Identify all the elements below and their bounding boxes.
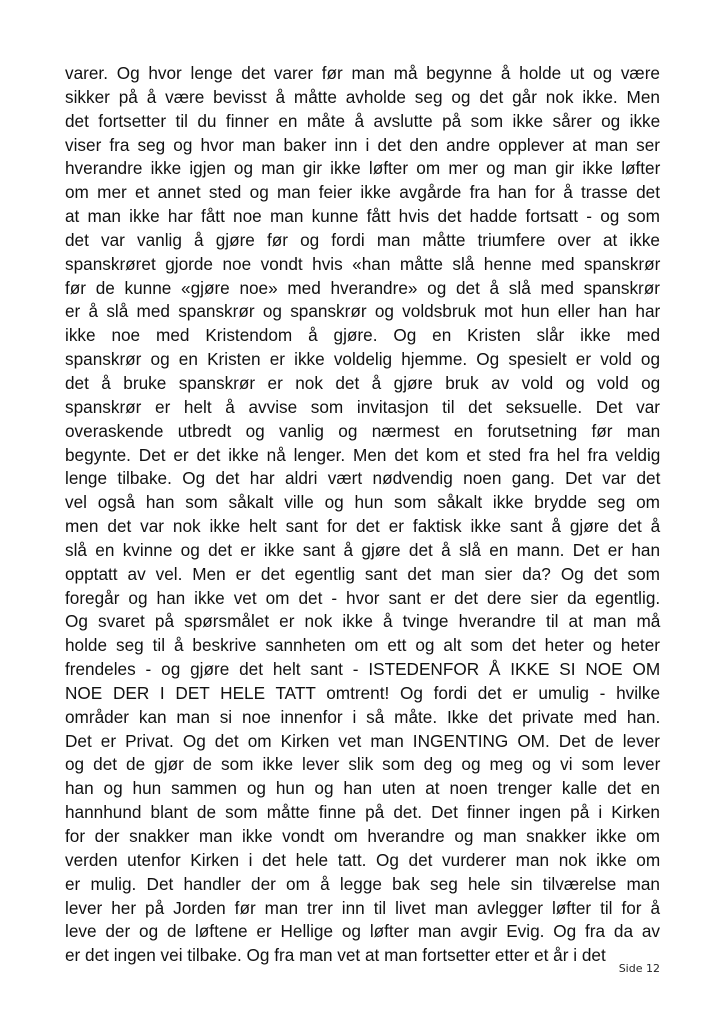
text-line: foregår og han ikke vet om det - hvor sant er det dere sier da egentlig. (65, 587, 661, 608)
text-line: overaskende utbredt og vanlig og nærmest en forutsetning før man (65, 420, 661, 441)
text-line: viser fra seg og hvor man baker inn i det den andre opplever at man ser (65, 134, 660, 155)
page-number: Side 12 (618, 962, 660, 975)
text-line: frendeles - og gjøre det helt sant - ISTEDENFOR Å IKKE SI NOE OM (65, 659, 661, 680)
text-line: er mulig. Det handler der om å legge bak seg hele sin tilværelse man (65, 873, 660, 894)
text-line: det var vanlig å gjøre før og fordi man måtte triumfere over at ikke (65, 229, 660, 250)
text-line: verden utenfor Kirken i det hele tatt. Og det vurderer man nok ikke om (65, 849, 661, 870)
text-line: spanskrør og en Kristen er ikke voldelig hjemme. Og spesielt er vold og (65, 349, 660, 370)
text-line: holde seg til å beskrive sannheten om ett og alt som det heter og heter (65, 635, 660, 656)
text-line: varer. Og hvor lenge det varer før man må begynne å holde ut og være (65, 63, 660, 83)
body-text (65, 62, 660, 968)
text-line: NOE DER I DET HELE TATT omtrent! Og fordi det er umulig - hvilke (65, 682, 661, 703)
text-line: at man ikke har fått noe man kunne fått hvis det hadde fortsatt - og som (65, 206, 660, 227)
text-line: spanskrøret gjorde noe vondt hvis «han måtte slå henne med spanskrør (65, 253, 661, 274)
text-line: er det ingen vei tilbake. Og fra man vet at man fortsetter etter et år i det (65, 945, 606, 966)
text-line: for der snakker man ikke vondt om hverandre og man snakker ikke om (65, 826, 660, 846)
text-line: leve der og de løftene er Hellige og løfter man avgir Evig. Og fra da av (65, 921, 661, 942)
text-line: begynte. Det er det ikke nå lenger. Men det kom et sted fra hel fra veldig (65, 444, 661, 465)
text-line: Og svaret på spørsmålet er nok ikke å tvinge hverandre til at man må (65, 611, 661, 632)
text-line: hverandre ikke igjen og man gir ikke løfter om mer og man gir ikke løfter (65, 158, 661, 179)
text-line: spanskrør er helt å avvise som invitasjon til det seksuelle. Det var (65, 396, 660, 417)
text-line: om mer et annet sted og man feier ikke avgårde fra han for å trasse det (65, 182, 660, 203)
text-line: slå en kvinne og det er ikke sant å gjøre det å slå en mann. Det er han (65, 539, 661, 560)
text-line: sikker på å være bevisst å måtte avholde seg og det går nok ikke. Men (65, 86, 660, 107)
text-line: hannhund blant de som måtte finne på det. Det finner ingen på i Kirken (65, 802, 660, 823)
text-line: vel også han som såkalt ville og hun som såkalt ikke brydde seg om (65, 492, 660, 513)
text-line: Det er Privat. Og det om Kirken vet man INGENTING OM. Det de lever (65, 730, 660, 751)
text-line: og det de gjør de som ikke lever slik som deg og meg og vi som lever (65, 754, 661, 775)
text-line: før de kunne «gjøre noe» med hverandre» og det å slå med spanskrør (65, 277, 660, 298)
text-line: han og hun sammen og hun og han uten at noen trenger kalle det en (65, 778, 660, 799)
text-line: er å slå med spanskrør og spanskrør og voldsbruk mot hun eller han har (65, 301, 661, 322)
text-line: lenge tilbake. Og det har aldri vært nødvendig noen gang. Det var det (65, 468, 661, 489)
text-line: ikke noe med Kristendom å gjøre. Og en Kristen slår ikke med (65, 325, 660, 346)
text-line: det å bruke spanskrør er nok det å gjøre bruk av vold og vold og (65, 372, 661, 393)
text-line: opptatt av vel. Men er det egentlig sant det man sier da? Og det som (65, 563, 660, 584)
text-line: det fortsetter til du finner en måte å avslutte på som ikke sårer og ikke (65, 110, 661, 131)
text-line: områder kan man si noe innenfor i så måte. Ikke det private med han. (65, 706, 661, 727)
text-line: men det var nok ikke helt sant for det er faktisk ikke sant å gjøre det å (65, 516, 661, 537)
text-line: lever her på Jorden før man trer inn til livet man avlegger løfter til for å (65, 897, 661, 918)
